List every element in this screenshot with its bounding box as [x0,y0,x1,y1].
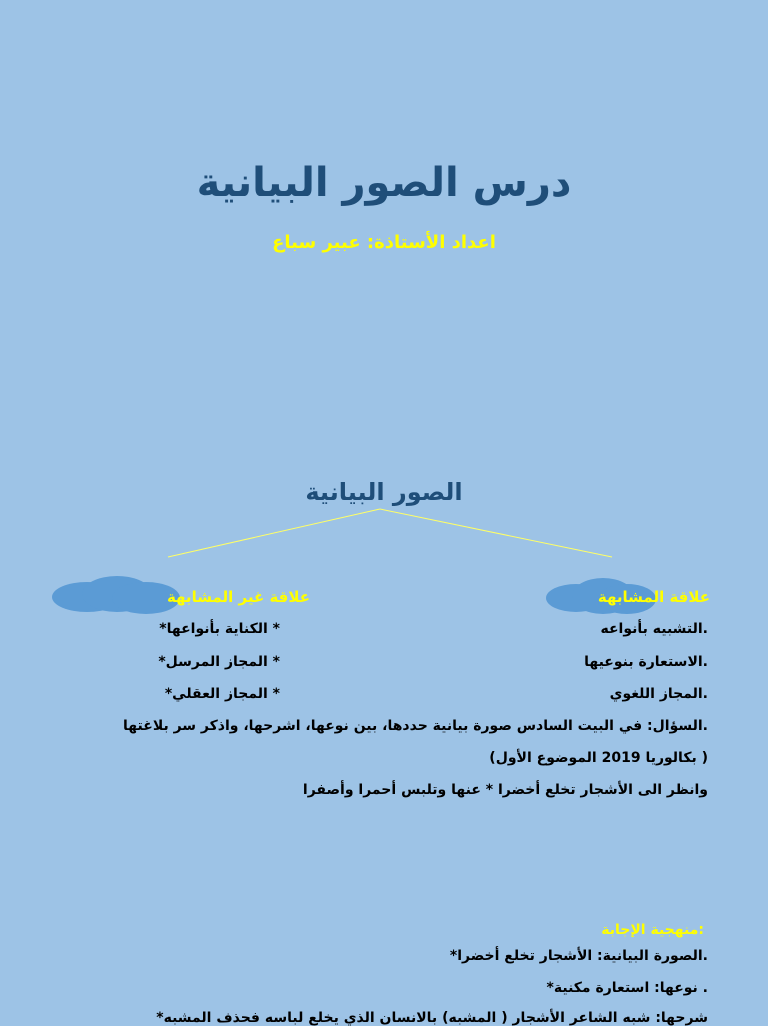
subtitle: اعداد الأستاذة: عبير سباع [272,232,496,253]
left-item-1: * الكناية بأنواعها* [159,621,280,637]
question-source: ( بكالوريا 2019 الموضوع الأول) [489,750,708,766]
question-verse: وانظر الى الأشجار تخلع أخضرا * عنها وتلبس أحمرا وأصفرا [302,782,708,798]
answer-line-2: . نوعها: استعارة مكنية* [546,980,708,996]
center-heading: الصور البيانية [305,478,463,506]
right-item-1: .التشبيه بأنواعه [600,621,708,637]
answer-line-1: .الصورة البيانية: الأشجار تخلع أخضرا* [449,948,708,964]
page-title: درس الصور البيانية [196,160,572,206]
right-branch-heading: علاقة المشابهة [597,588,710,606]
right-item-2: .الاستعارة بنوعيها [584,654,708,670]
question-label: .السؤال: [647,718,708,734]
connector-right [380,509,612,557]
question-text: في البيت السادس صورة بيانية حددها، بين نوعها، اشرحها، واذكر سر بلاغتها [123,718,643,734]
answer-heading: :منهجية الإجابة [601,922,704,938]
left-branch-heading: علاقة غير المشابهة [166,588,310,606]
cloud-left [52,576,180,616]
question-line [123,718,708,734]
answer-line-3: شرحها: شبه الشاعر الأشجار ( المشبه) بالانسان الذي يخلع لباسه فحذف المشبه* [156,1010,708,1026]
left-item-3: * المجاز العقلي* [164,686,280,702]
right-item-3: .المجاز اللغوي [609,686,708,702]
left-item-2: * المجاز المرسل* [158,654,280,670]
connector-left [168,509,380,557]
tree-connector [160,505,620,565]
